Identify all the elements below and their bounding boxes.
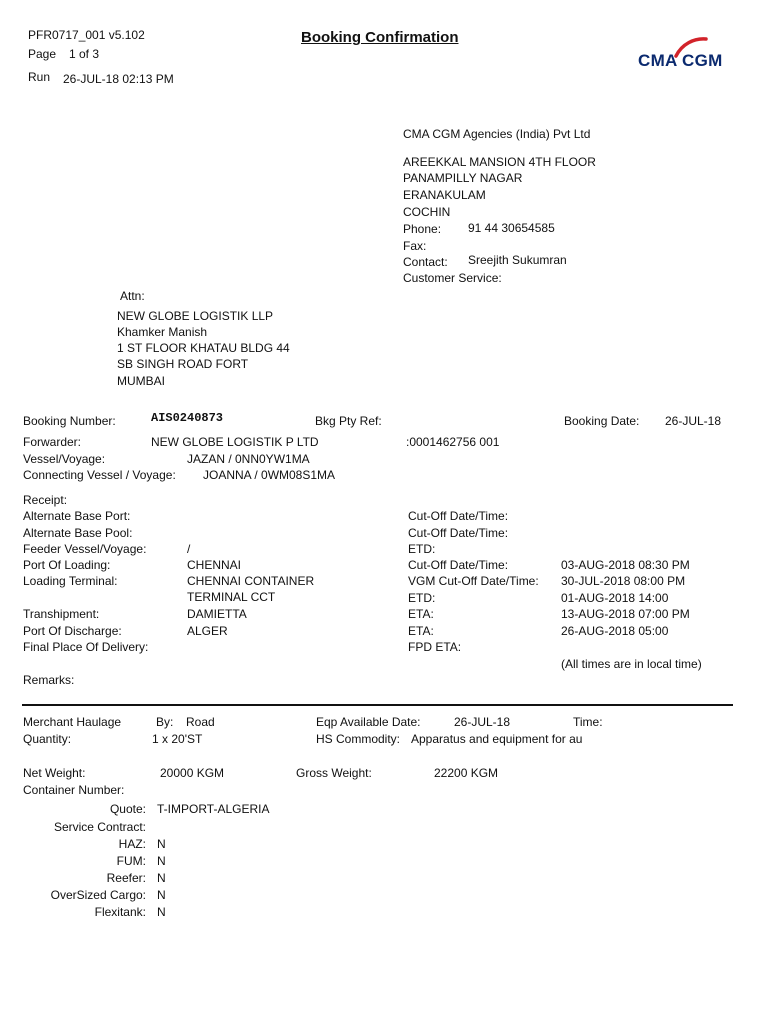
feeder-vessel-value: /	[187, 542, 191, 556]
vgm-cutoff-label: VGM Cut-Off Date/Time:	[408, 574, 539, 588]
vgm-cutoff-value: 30-JUL-2018 08:00 PM	[561, 574, 686, 588]
by-value: Road	[186, 715, 215, 729]
vessel-voyage-value: JAZAN / 0NN0YW1MA	[187, 452, 310, 466]
port-of-discharge-value: ALGER	[187, 624, 228, 638]
hs-commodity-value: Apparatus and equipment for au	[411, 732, 583, 746]
document-title: Booking Confirmation	[301, 29, 459, 46]
transhipment-value: DAMIETTA	[187, 607, 247, 621]
run-value: 26-JUL-18 02:13 PM	[63, 72, 174, 86]
eta-value: 13-AUG-2018 07:00 PM	[561, 607, 690, 621]
cma-cgm-logo	[634, 36, 734, 76]
quantity-label: Quantity:	[23, 732, 72, 746]
customer-service-label: Customer Service:	[403, 271, 502, 285]
quote-label: Quote:	[109, 802, 146, 816]
agency-address-line: AREEKKAL MANSION 4TH FLOOR	[403, 155, 596, 169]
cutoff-value: 03-AUG-2018 08:30 PM	[561, 558, 690, 572]
remarks-label: Remarks:	[23, 673, 75, 687]
quantity-value: 1 x 20'ST	[152, 732, 203, 746]
etd-value: 01-AUG-2018 14:00	[561, 591, 669, 605]
time-label: Time:	[573, 715, 603, 729]
page-value: 1 of 3	[69, 47, 100, 61]
port-of-loading-label: Port Of Loading:	[23, 558, 111, 572]
fpd-eta-label: FPD ETA:	[408, 640, 462, 654]
fum-value: N	[157, 854, 166, 868]
flexitank-value: N	[157, 905, 166, 919]
service-contract-label: Service Contract:	[53, 820, 146, 834]
loading-terminal-label: Loading Terminal:	[23, 574, 118, 588]
final-place-of-delivery-label: Final Place Of Delivery:	[23, 640, 149, 654]
net-weight-label: Net Weight:	[23, 766, 86, 780]
by-label: By:	[156, 715, 174, 729]
booking-number-value: AIS0240873	[151, 411, 224, 425]
oversized-cargo-label: OverSized Cargo:	[50, 888, 146, 902]
forwarder-value: NEW GLOBE LOGISTIK P LTD	[151, 435, 319, 449]
agency-address-line: COCHIN	[403, 205, 451, 219]
attn-line: 1 ST FLOOR KHATAU BLDG 44	[117, 341, 290, 355]
cutoff-label: Cut-Off Date/Time:	[408, 558, 509, 572]
eta-label: ETA:	[408, 624, 434, 638]
eqp-available-label: Eqp Available Date:	[316, 715, 421, 729]
eta-label: ETA:	[408, 607, 434, 621]
feeder-vessel-label: Feeder Vessel/Voyage:	[23, 542, 147, 556]
phone-value: 91 44 30654585	[468, 221, 555, 235]
attn-line: NEW GLOBE LOGISTIK LLP	[117, 309, 274, 323]
port-of-loading-value: CHENNAI	[187, 558, 242, 572]
booking-date-label: Booking Date:	[564, 414, 640, 428]
attn-line: Khamker Manish	[117, 325, 208, 339]
section-divider	[22, 704, 733, 706]
haz-value: N	[157, 837, 166, 851]
attn-line: MUMBAI	[117, 374, 165, 388]
contact-value: Sreejith Sukumran	[468, 253, 567, 267]
alt-base-port-label: Alternate Base Port:	[23, 509, 131, 523]
connecting-vessel-label: Connecting Vessel / Voyage:	[23, 468, 176, 482]
etd-label: ETD:	[408, 542, 436, 556]
flexitank-label: Flexitank:	[94, 905, 146, 919]
bkg-pty-ref-label: Bkg Pty Ref:	[315, 414, 382, 428]
page-label: Page	[28, 47, 57, 61]
port-of-discharge-label: Port Of Discharge:	[23, 624, 122, 638]
alt-base-pool-label: Alternate Base Pool:	[23, 526, 133, 540]
etd-label: ETD:	[408, 591, 436, 605]
cutoff-label: Cut-Off Date/Time:	[408, 509, 509, 523]
oversized-cargo-value: N	[157, 888, 166, 902]
agency-name: CMA CGM Agencies (India) Pvt Ltd	[403, 127, 591, 141]
quote-value: T-IMPORT-ALGERIA	[157, 802, 270, 816]
agency-address-line: ERANAKULAM	[403, 188, 486, 202]
form-id: PFR0717_001 v5.102	[28, 28, 145, 42]
transhipment-label: Transhipment:	[23, 607, 100, 621]
fum-label: FUM:	[116, 854, 146, 868]
gross-weight-label: Gross Weight:	[296, 766, 372, 780]
forwarder-label: Forwarder:	[23, 435, 82, 449]
loading-terminal-value-2: TERMINAL CCT	[187, 590, 276, 604]
fax-label: Fax:	[403, 239, 427, 253]
net-weight-value: 20000 KGM	[160, 766, 225, 780]
gross-weight-value: 22200 KGM	[434, 766, 499, 780]
reefer-label: Reefer:	[106, 871, 146, 885]
eqp-available-value: 26-JUL-18	[454, 715, 511, 729]
loading-terminal-value: CHENNAI CONTAINER	[187, 574, 315, 588]
contact-label: Contact:	[403, 255, 448, 269]
attn-label: Attn:	[120, 289, 145, 303]
attn-line: SB SINGH ROAD FORT	[117, 357, 249, 371]
cutoff-label: Cut-Off Date/Time:	[408, 526, 509, 540]
reefer-value: N	[157, 871, 166, 885]
booking-number-label: Booking Number:	[23, 414, 116, 428]
agency-address-line: PANAMPILLY NAGAR	[403, 171, 523, 185]
run-label: Run	[28, 70, 51, 84]
local-time-note: (All times are in local time)	[561, 657, 702, 671]
eta-value: 26-AUG-2018 05:00	[561, 624, 669, 638]
hs-commodity-label: HS Commodity:	[316, 732, 401, 746]
connecting-vessel-value: JOANNA / 0WM08S1MA	[203, 468, 336, 482]
haz-label: HAZ:	[118, 837, 146, 851]
logo-text: CMA CGM	[638, 51, 723, 70]
vessel-voyage-label: Vessel/Voyage:	[23, 452, 106, 466]
receipt-label: Receipt:	[23, 493, 68, 507]
booking-date-value: 26-JUL-18	[665, 414, 722, 428]
forwarder-code: :0001462756 001	[406, 435, 500, 449]
container-number-label: Container Number:	[23, 783, 125, 797]
phone-label: Phone:	[403, 222, 442, 236]
merchant-haulage-label: Merchant Haulage	[23, 715, 122, 729]
